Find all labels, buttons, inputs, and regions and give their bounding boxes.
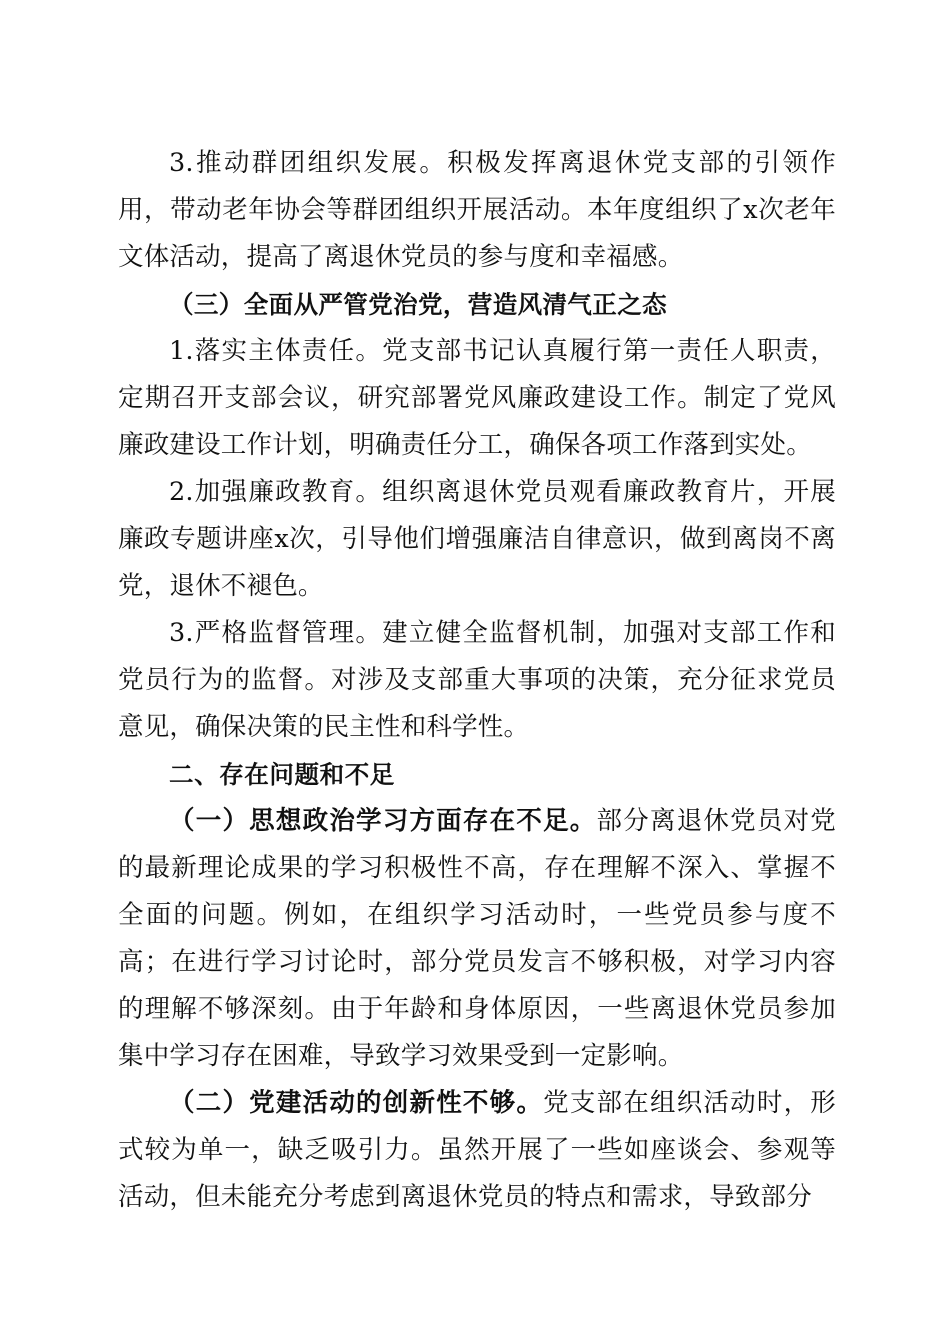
paragraph-supervision: 3.严格监督管理。建立健全监督机制，加强对支部工作和党员行为的监督。对涉及支部重大事项的决策，充分征求党员意见，确保决策的民主性和科学性。: [118, 618, 836, 742]
paragraph-body-innovation: 党支部在组织活动时，形式较为单一，缺乏吸引力。虽然开展了一些如座谈会、参观等活动，但未能充分考虑到离退休党员的特点和需求，导致部分: [118, 1088, 836, 1212]
paragraph-main-responsibility: 1.落实主体责任。党支部书记认真履行第一责任人职责，定期召开支部会议，研究部署党风廉政建设工作。制定了党风廉政建设工作计划，明确责任分工，确保各项工作落到实处。: [118, 336, 836, 460]
paragraph-integrity-education: 2.加强廉政教育。组织离退休党员观看廉政教育片，开展廉政专题讲座x次，引导他们增强廉洁自律意识，做到离岗不离党，退休不褪色。: [118, 477, 836, 601]
document-body: [118, 140, 836, 1221]
chapter-heading-problems: 二、存在问题和不足: [169, 760, 395, 789]
paragraph-lead-innovation: （二）党建活动的创新性不够。: [169, 1088, 544, 1118]
paragraph-mass-organizations: 3.推动群团组织发展。积极发挥离退休党支部的引领作用，带动老年协会等群团组织开展活动。本年度组织了x次老年文体活动，提高了离退休党员的参与度和幸福感。: [118, 148, 836, 272]
paragraph-study-shortcomings: [118, 798, 836, 1080]
paragraph-body-study: 部分离退休党员对党的最新理论成果的学习积极性不高，存在理解不深入、掌握不全面的问题。例如，在组织学习活动时，一些党员参与度不高；在进行学习讨论时，部分党员发言不够积极，对学习内容的理解不够深刻。由于年龄和身体原因，一些离退休党员参加集中学习存在困难，导致学习效果受到一定影响。: [118, 806, 836, 1071]
paragraph-lead-study: （一）思想政治学习方面存在不足。: [169, 806, 597, 836]
section-heading-strict-governance: （三）全面从严管党治党，营造风清气正之态: [169, 290, 667, 319]
paragraph-innovation-shortcomings: [118, 1080, 836, 1221]
